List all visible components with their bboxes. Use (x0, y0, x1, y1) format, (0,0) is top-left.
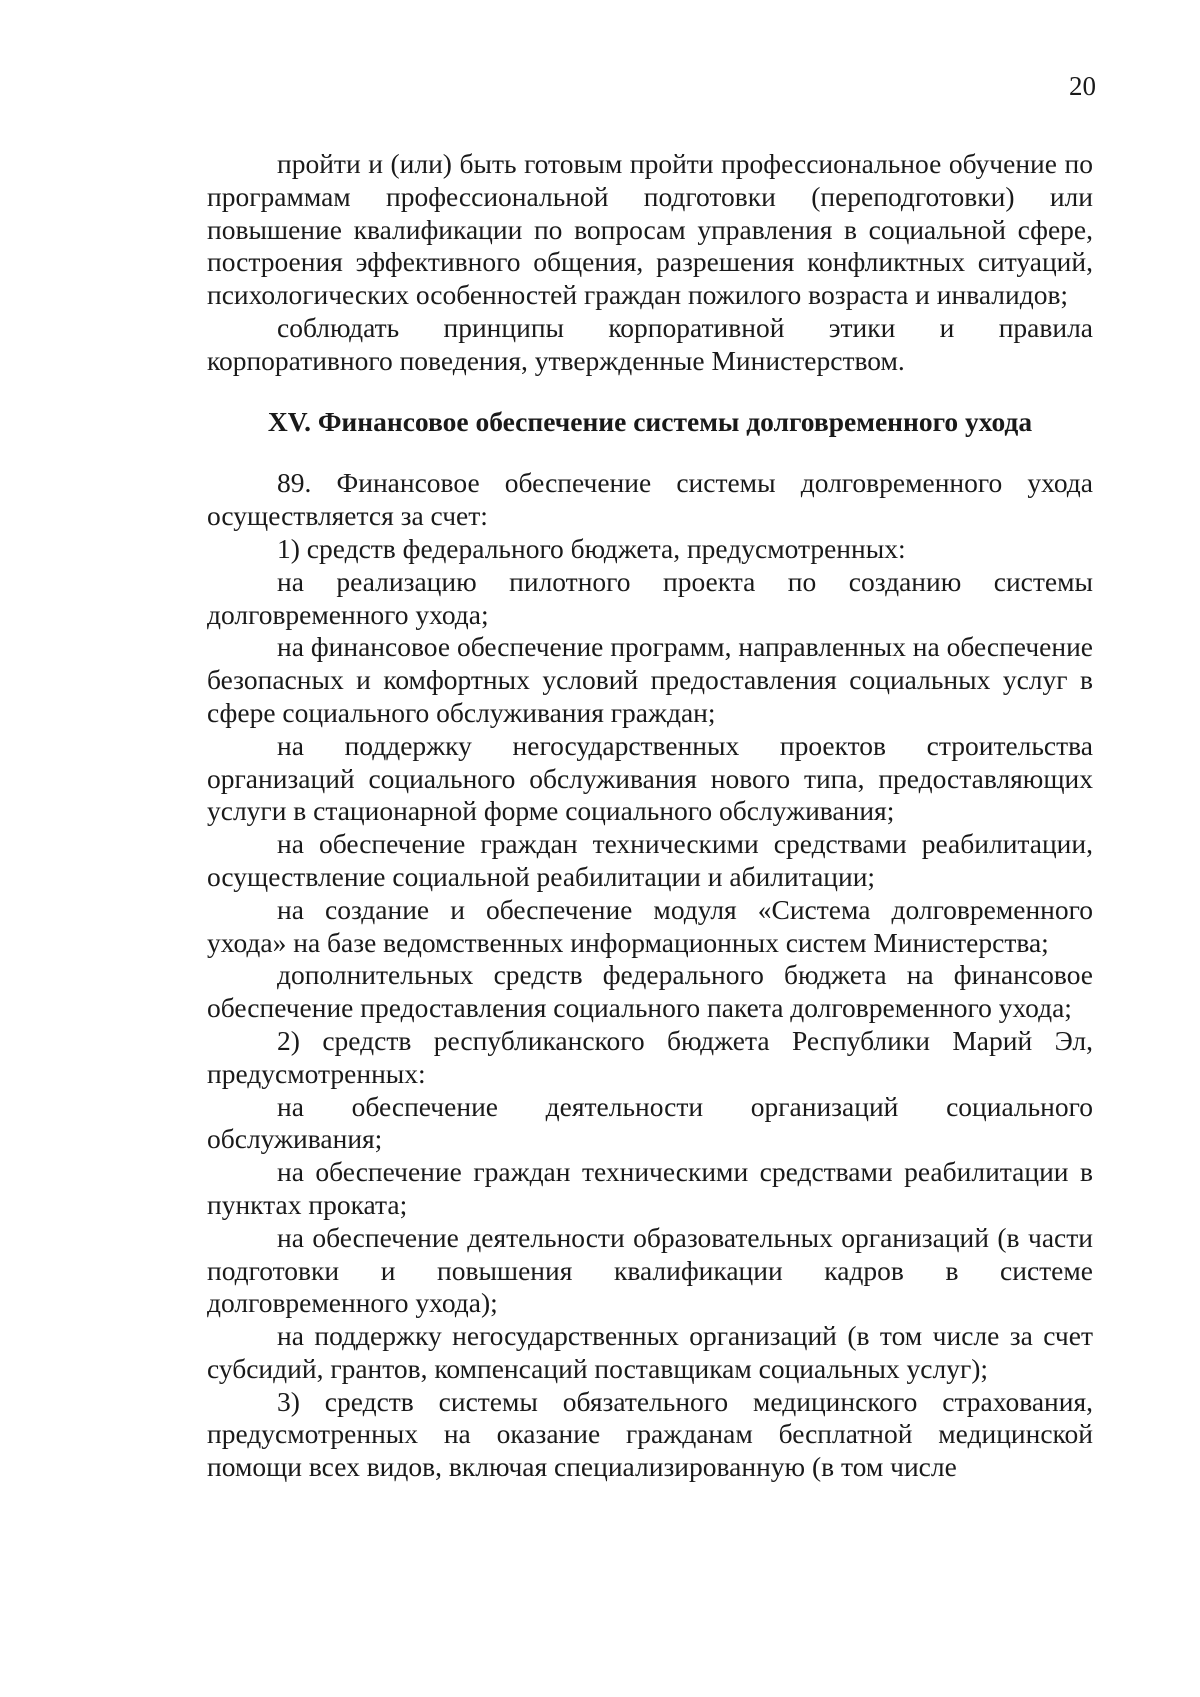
paragraph: на поддержку негосударственных организаций (в том числе за счет субсидий, грантов, компенсаций поставщикам социальных услуг); (207, 1320, 1093, 1384)
paragraph: 1) средств федерального бюджета, предусмотренных: (277, 532, 906, 564)
paragraph: 89. Финансовое обеспечение системы долговременного ухода осуществляется за счет: (207, 467, 1093, 532)
paragraph: на финансовое обеспечение программ, направленных на обеспечение безопасных и комфортных условий предоставления социальных услуг в сфере социального обслуживания граждан; (207, 631, 1093, 728)
document-body (207, 148, 1093, 1484)
paragraph: на реализацию пилотного проекта по созданию системы долговременного ухода; (207, 565, 1093, 630)
page-number: 20 (1069, 71, 1096, 101)
paragraph: на обеспечение граждан техническими средствами реабилитации, осуществление социальной реабилитации и абилитации; (207, 828, 1093, 892)
paragraph: 3) средств системы обязательного медицинского страхования, предусмотренных на оказание гражданам бесплатной медицинской помощи всех видов, включая специализированную (в том числе (207, 1385, 1093, 1483)
paragraph: на обеспечение граждан техническими средствами реабилитации в пунктах проката; (207, 1156, 1093, 1220)
paragraph: пройти и (или) быть готовым пройти профессиональное обучение по программам профессиональной подготовки (переподготовки) или повышение квалификации по вопросам управления в социальной сфере, построения эффективного общения, разрешения конфликтных ситуаций, психологических особенностей граждан пожилого возраста и инвалидов; (207, 148, 1093, 311)
paragraph: на обеспечение деятельности организаций социального обслуживания; (207, 1090, 1093, 1155)
paragraph: на обеспечение деятельности образовательных организаций (в части подготовки и повышения квалификации кадров в системе долговременного ухода); (207, 1221, 1093, 1319)
paragraph: соблюдать принципы корпоративной этики и правила корпоративного поведения, утвержденные Министерством. (207, 311, 1093, 376)
paragraph: на поддержку негосударственных проектов строительства организаций социального обслуживания нового типа, предоставляющих услуги в стационарной форме социального обслуживания; (207, 729, 1093, 827)
section-heading: XV. Финансовое обеспечение системы долговременного ухода (267, 405, 1033, 437)
paragraph: 2) средств республиканского бюджета Республики Марий Эл, предусмотренных: (207, 1024, 1093, 1089)
paragraph: дополнительных средств федерального бюджета на финансовое обеспечение предоставления социального пакета долговременного ухода; (207, 959, 1093, 1024)
paragraph: на создание и обеспечение модуля «Система долговременного ухода» на базе ведомственных информационных систем Министерства; (207, 893, 1093, 958)
